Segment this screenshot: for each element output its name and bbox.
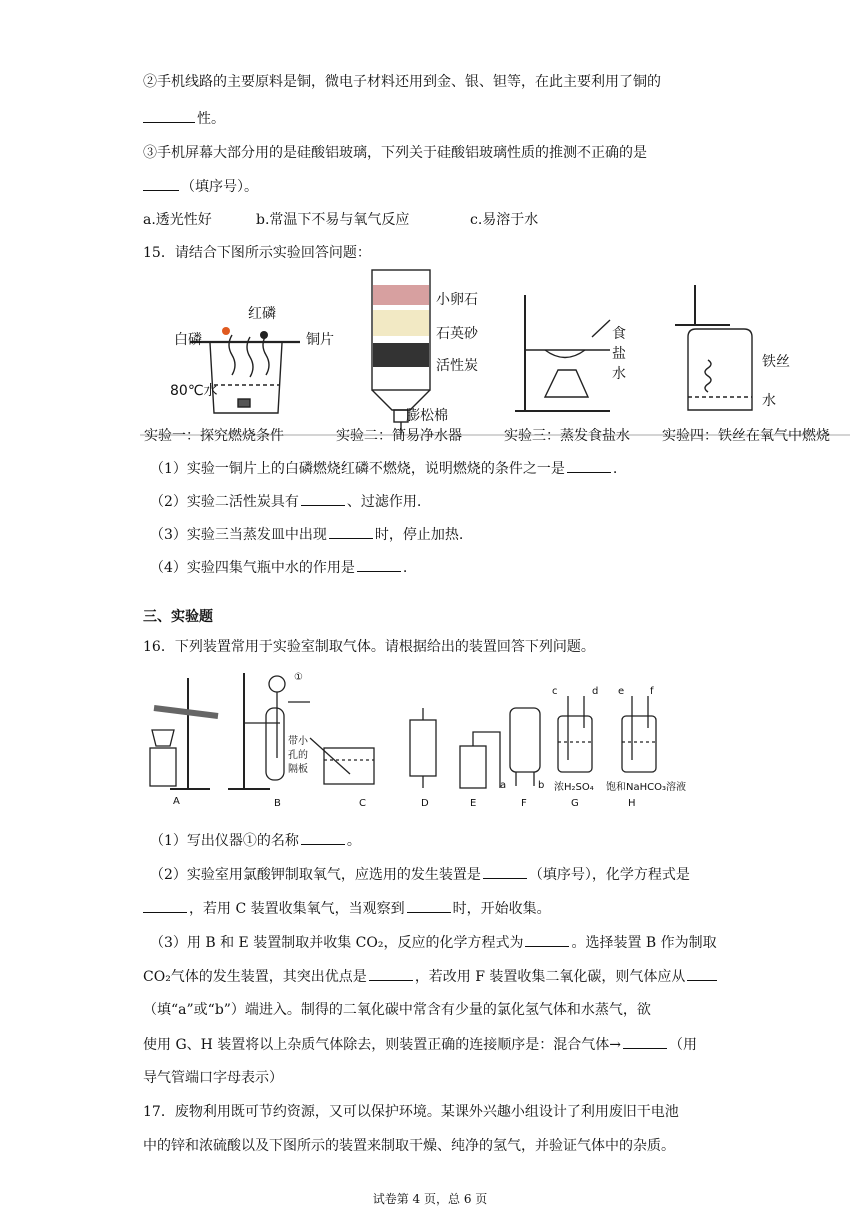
q14-part3-line2 [143,176,258,197]
exp1-label-red-p: 红磷 [248,306,276,322]
page-footer: 试卷第 4 页，总 6 页 [372,1192,488,1206]
answer-blank[interactable] [329,524,373,539]
q16-sub3-line1 [150,932,717,953]
port-c: c [552,686,558,697]
q14-part2-tail: 性。 [197,111,225,127]
q15-sub4 [150,557,407,578]
q16-figure [140,668,710,814]
q14-option-c: c.易溶于水 [470,212,539,228]
answer-blank[interactable] [567,458,611,473]
q17-line1: 17．废物利用既可节约资源，又可以保护环境。某课外兴趣小组设计了利用废旧干电池 [143,1104,679,1120]
q15-sub2-head: （2）实验二活性炭具有 [150,494,299,510]
exp1-caption: 实验一：探究燃烧条件 [144,428,284,444]
exp4-caption: 实验四：铁丝在氧气中燃烧 [662,428,830,444]
q15-sub4-tail: . [402,560,408,576]
exp4-label-water: 水 [762,393,776,409]
q16-sub2-head: （2）实验室用氯酸钾制取氧气，应选用的发生装置是 [150,867,481,883]
q16-sub3-head: （3）用 B 和 E 装置制取并收集 CO₂，反应的化学方程式为 [150,935,524,951]
port-d: d [592,686,599,697]
q16-sub2-mid: ，若用 C 装置收集氧气，当观察到 [189,901,405,917]
answer-blank[interactable] [143,176,179,191]
exp3-label-3: 水 [612,366,626,382]
q14-part2-line1: ②手机线路的主要原料是铜，微电子材料还用到金、银、钽等，在此主要利用了铜的 [143,74,661,90]
q16-sub2-tail: （填序号），化学方程式是 [528,867,690,883]
flame-icon [222,327,230,335]
q14-option-b: b.常温下不易与氧气反应 [256,212,410,228]
q15-sub2 [150,491,421,512]
q17-line2: 中的锌和浓硫酸以及下图所示的装置来制取干燥、纯净的氢气，并验证气体中的杂质。 [143,1138,675,1154]
q15-sub1-text: （1）实验一铜片上的白磷燃烧红磷不燃烧，说明燃烧的条件之一是 [150,461,565,477]
q16-sub3-line2-head: CO₂气体的发生装置，其突出优点是 [143,969,367,985]
exp3-label-2: 盐 [612,346,626,362]
port-e: e [618,686,625,697]
label-instrument-1: ① [294,672,303,683]
answer-blank[interactable] [369,966,413,981]
answer-blank[interactable] [357,557,401,572]
q16-sub1-tail: 。 [346,833,361,849]
q15-sub4-head: （4）实验四集气瓶中水的作用是 [150,560,355,576]
exp2-label-pebble: 小卵石 [436,292,478,308]
label-E: E [470,798,477,809]
label-C: C [359,798,366,809]
q16-sub3-line4-head: 使用 G、H 装置将以上杂质气体除去，则装置正确的连接顺序是：混合气体→ [143,1037,622,1053]
g-solution-label: 浓H₂SO₄ [554,782,594,793]
q16-sub2-line1 [150,864,690,885]
port-a: a [500,780,507,791]
exp2-layers [373,285,429,367]
q16-sub3-line2-mid: ，若改用 F 装置收集二氧化碳，则气体应从 [414,969,686,985]
h-solution-label: 饱和NaHCO₃溶液 [606,782,686,793]
b-note-3: 隔板 [288,764,308,775]
b-note-2: 孔的 [288,750,308,761]
q15-sub3-head: （3）实验三当蒸发皿中出现 [150,527,327,543]
b-note-1: 带小 [288,736,308,747]
q15-sub2-tail: 、过滤作用. [346,494,422,510]
answer-blank[interactable] [483,864,527,879]
q15-stem: 15．请结合下图所示实验回答问题： [143,245,371,261]
exp2-label-cotton: 膨松棉 [406,408,448,424]
q14-option-a: a.透光性好 [143,212,212,228]
q16-sub3-line5: 导气管端口字母表示） [143,1070,283,1086]
exp3-caption: 实验三：蒸发食盐水 [504,428,630,444]
label-D: D [421,798,429,809]
q16-sub2-end: 时，开始收集。 [452,901,551,917]
q15-sub3-tail: 时，停止加热. [374,527,464,543]
q15-figure [140,265,850,450]
answer-blank[interactable] [143,108,195,123]
q15-sub3 [150,524,463,545]
label-B: B [274,798,281,809]
exp1-label-water: 80℃水 [170,383,218,399]
label-A: A [173,796,180,807]
answer-blank[interactable] [623,1034,667,1049]
answer-blank[interactable] [407,898,451,913]
q16-sub1-head: （1）写出仪器①的名称 [150,833,299,849]
label-G: G [571,798,579,809]
exp2-label-carbon: 活性炭 [436,358,478,374]
answer-blank[interactable] [143,898,187,913]
q16-sub1 [150,830,361,851]
q16-stem: 16．下列装置常用于实验室制取气体。请根据给出的装置回答下列问题。 [143,639,595,655]
q14-part3-line1: ③手机屏幕大部分用的是硅酸铝玻璃，下列关于硅酸铝玻璃性质的推测不正确的是 [143,145,647,161]
q14-part3-tail: （填序号）。 [181,179,258,195]
answer-blank[interactable] [525,932,569,947]
exp1-label-white-p: 白磷 [174,332,202,348]
answer-blank[interactable] [687,966,717,981]
exp4-label-wire: 铁丝 [762,354,790,370]
q16-sub3-line2 [143,966,719,987]
exp2-caption: 实验二：简易净水器 [336,428,462,444]
section-title: 三、实验题 [143,609,213,625]
q16-sub2-line2 [143,898,551,919]
q15-sub1-tail: . [612,461,618,477]
label-H: H [628,798,636,809]
q16-sub3-line3: （填“a”或“b”）端进入。制得的二氧化碳中常含有少量的氯化氢气体和水蒸气，欲 [143,1002,651,1018]
q15-apparatus-drawing [140,265,850,450]
port-b: b [538,780,545,791]
red-phosphorus-icon [260,331,268,339]
q15-sub1 [150,458,617,479]
q16-sub3-tail: 。选择装置 B 作为制取 [571,935,717,951]
q16-sub3-line4-tail: （用 [669,1037,698,1053]
exp2-label-sand: 石英砂 [436,326,478,342]
exp1-label-copper: 铜片 [306,332,334,348]
exp3-label-1: 食 [612,326,626,342]
answer-blank[interactable] [301,830,345,845]
answer-blank[interactable] [301,491,345,506]
q14-part2-line2 [143,108,225,129]
label-F: F [521,798,527,809]
port-f: f [650,686,654,697]
q16-sub3-line4 [143,1034,697,1055]
